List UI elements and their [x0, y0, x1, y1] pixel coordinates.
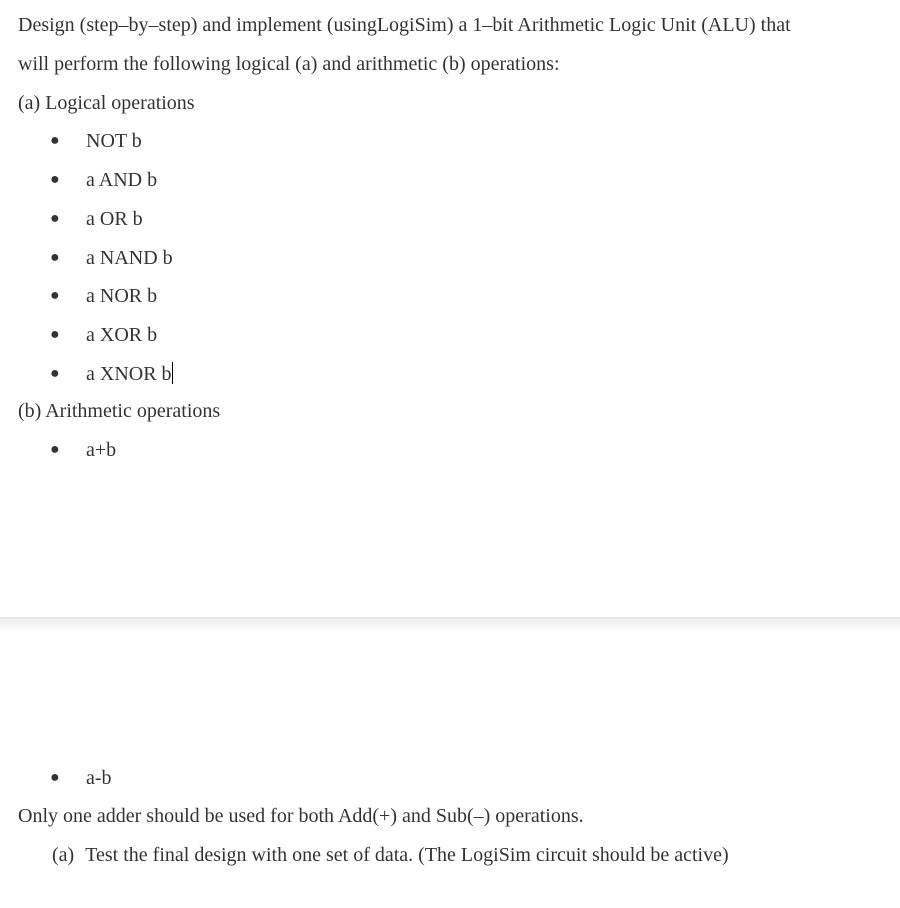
- bullet-icon: ●: [50, 287, 60, 304]
- bullet-icon: ●: [50, 210, 60, 227]
- list-item-text: a+b: [86, 439, 117, 461]
- bullet-icon: ●: [50, 326, 60, 343]
- intro-line-1: Design (step–by–step) and implement (usingLogiSim) a 1–bit Arithmetic Logic Unit (ALU) that: [18, 14, 791, 36]
- list-item-text: a-b: [86, 767, 112, 789]
- bullet-icon: ●: [50, 441, 60, 458]
- list-item: [50, 168, 157, 192]
- bullet-icon: ●: [50, 171, 60, 188]
- list-item: [50, 129, 142, 153]
- document-page-2: [0, 630, 900, 908]
- list-item: [50, 362, 173, 386]
- arithmetic-operations-heading: (b) Arithmetic operations: [18, 400, 221, 422]
- bullet-icon: ●: [50, 132, 60, 149]
- test-item: [52, 843, 729, 867]
- list-item-text: a XOR b: [86, 324, 158, 346]
- bullet-icon: ●: [50, 769, 60, 786]
- list-item-text: a NOR b: [86, 285, 158, 307]
- page-break: [0, 617, 900, 631]
- list-item-text: NOT b: [86, 130, 142, 152]
- list-item-text[interactable]: a XNOR b: [86, 363, 172, 385]
- list-item-text: a AND b: [86, 169, 158, 191]
- text-cursor: [172, 362, 173, 384]
- list-item: [50, 323, 157, 347]
- bullet-icon: ●: [50, 249, 60, 266]
- list-item: [50, 284, 157, 308]
- test-item-label: (a): [52, 844, 75, 866]
- intro-line-2: will perform the following logical (a) and arithmetic (b) operations:: [18, 53, 560, 75]
- list-item: [50, 438, 116, 462]
- list-item: [50, 766, 112, 790]
- logical-operations-heading: (a) Logical operations: [18, 92, 195, 114]
- bullet-icon: ●: [50, 365, 60, 382]
- adder-note: Only one adder should be used for both Add(+) and Sub(–) operations.: [18, 805, 584, 827]
- list-item-text: a OR b: [86, 208, 143, 230]
- list-item-text: a NAND b: [86, 247, 173, 269]
- list-item: [50, 207, 143, 231]
- test-item-text: Test the final design with one set of data. (The LogiSim circuit should be active): [85, 844, 729, 866]
- list-item: [50, 246, 173, 270]
